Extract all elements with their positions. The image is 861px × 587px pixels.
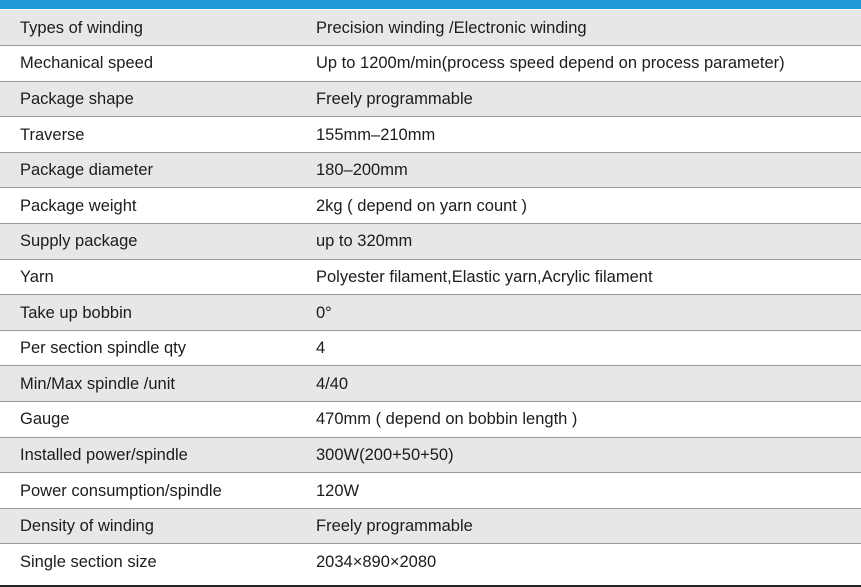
spec-value: Polyester filament,Elastic yarn,Acrylic filament xyxy=(296,259,861,295)
spec-value: 2034×890×2080 xyxy=(296,544,861,580)
spec-value: 300W(200+50+50) xyxy=(296,437,861,473)
spec-label: Power consumption/spindle xyxy=(0,473,296,509)
spec-label: Single section size xyxy=(0,544,296,580)
table-row xyxy=(0,259,861,295)
spec-label: Types of winding xyxy=(0,10,296,46)
table-row xyxy=(0,330,861,366)
spec-label: Supply package xyxy=(0,224,296,260)
table-row xyxy=(0,473,861,509)
spec-value: 2kg ( depend on yarn count ) xyxy=(296,188,861,224)
spec-value: Freely programmable xyxy=(296,81,861,117)
spec-label: Yarn xyxy=(0,259,296,295)
spec-value: Precision winding /Electronic winding xyxy=(296,10,861,46)
table-row xyxy=(0,402,861,438)
spec-label: Traverse xyxy=(0,117,296,153)
table-row xyxy=(0,224,861,260)
spec-value: Up to 1200m/min(process speed depend on process parameter) xyxy=(296,46,861,82)
spec-label: Mechanical speed xyxy=(0,46,296,82)
spec-label: Package diameter xyxy=(0,152,296,188)
spec-value: 180–200mm xyxy=(296,152,861,188)
table-row xyxy=(0,508,861,544)
specification-table xyxy=(0,10,861,580)
spec-label: Gauge xyxy=(0,402,296,438)
spec-label: Min/Max spindle /unit xyxy=(0,366,296,402)
table-row xyxy=(0,544,861,580)
spec-value: Freely programmable xyxy=(296,508,861,544)
table-row xyxy=(0,117,861,153)
spec-value: 120W xyxy=(296,473,861,509)
spec-label: Per section spindle qty xyxy=(0,330,296,366)
spec-label: Density of winding xyxy=(0,508,296,544)
table-row xyxy=(0,295,861,331)
table-row xyxy=(0,10,861,46)
spec-label: Package shape xyxy=(0,81,296,117)
table-row xyxy=(0,188,861,224)
table-row xyxy=(0,366,861,402)
spec-label: Installed power/spindle xyxy=(0,437,296,473)
table-row xyxy=(0,81,861,117)
table-row xyxy=(0,437,861,473)
spec-value: 470mm ( depend on bobbin length ) xyxy=(296,402,861,438)
table-row xyxy=(0,46,861,82)
spec-value: 4 xyxy=(296,330,861,366)
spec-label: Take up bobbin xyxy=(0,295,296,331)
spec-value: 155mm–210mm xyxy=(296,117,861,153)
table-row xyxy=(0,152,861,188)
specification-table-body xyxy=(0,10,861,580)
spec-value: up to 320mm xyxy=(296,224,861,260)
spec-value: 0° xyxy=(296,295,861,331)
spec-value: 4/40 xyxy=(296,366,861,402)
spec-label: Package weight xyxy=(0,188,296,224)
top-accent-bar xyxy=(0,0,861,9)
